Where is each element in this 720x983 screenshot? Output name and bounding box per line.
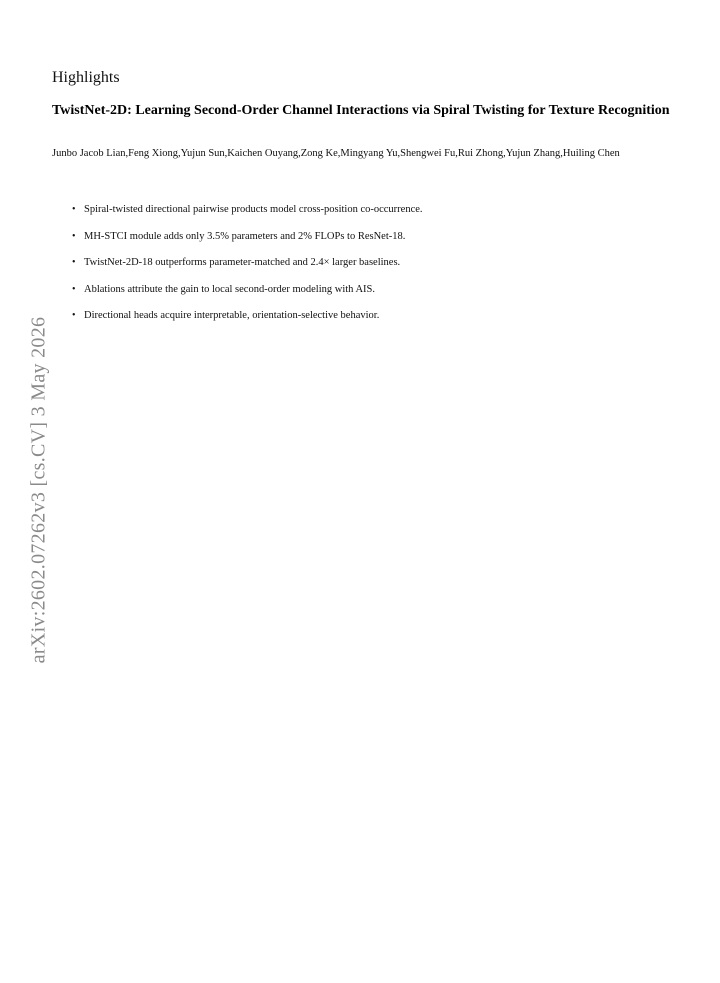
highlight-item bbox=[72, 230, 670, 244]
highlight-item bbox=[72, 203, 670, 217]
bullet-icon: • bbox=[72, 310, 76, 321]
highlight-text: Directional heads acquire interpretable, orientation-selective behavior. bbox=[84, 310, 380, 321]
highlight-item bbox=[72, 256, 670, 270]
author-list: Junbo Jacob Lian,Feng Xiong,Yujun Sun,Kaichen Ouyang,Zong Ke,Mingyang Yu,Shengwei Fu,Rui Zhong,Yujun Zhang,Huiling Chen bbox=[52, 148, 620, 159]
highlight-item bbox=[72, 283, 670, 297]
paper-title: TwistNet-2D: Learning Second-Order Channel Interactions via Spiral Twisting for Texture Recognition bbox=[52, 103, 670, 118]
bullet-icon: • bbox=[72, 283, 76, 295]
highlight-item bbox=[72, 309, 670, 323]
bullet-icon: • bbox=[72, 257, 76, 268]
bullet-icon: • bbox=[72, 204, 76, 215]
highlights-list bbox=[72, 203, 670, 336]
bullet-icon: • bbox=[72, 230, 76, 242]
highlights-heading: Highlights bbox=[52, 69, 120, 86]
highlight-text: TwistNet-2D-18 outperforms parameter-matched and 2.4× larger baselines. bbox=[84, 257, 401, 268]
highlight-text: MH-STCI module adds only 3.5% parameters and 2% FLOPs to ResNet-18. bbox=[84, 230, 406, 242]
arxiv-identifier-stamp: arXiv:2602.07262v3 [cs.CV] 3 May 2026 bbox=[27, 316, 50, 664]
highlight-text: Spiral-twisted directional pairwise products model cross-position co-occurrence. bbox=[84, 204, 423, 215]
highlight-text: Ablations attribute the gain to local second-order modeling with AIS. bbox=[84, 283, 376, 295]
